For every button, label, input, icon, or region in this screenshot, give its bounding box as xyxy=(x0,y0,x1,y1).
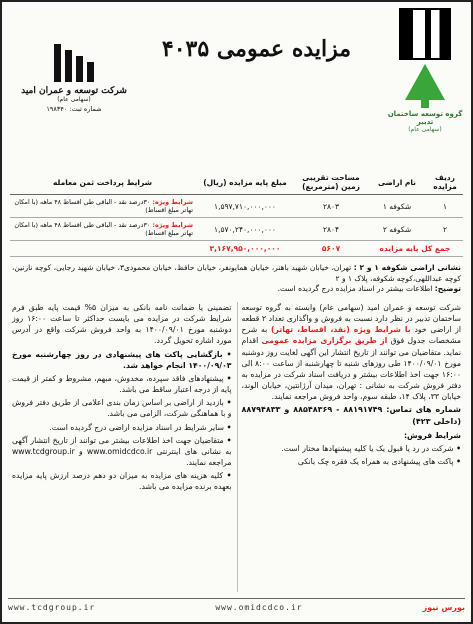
right-logo xyxy=(385,8,465,133)
left-column xyxy=(12,302,232,596)
footer xyxy=(8,598,465,616)
address-text: تهران، خیابان شهید باهنر، خیابان همایونفر، خیابان حافظ، خیابان محمودی۳، خیابان شهید رجایی، کوچه نازنین، کوچه عبداللهی،کوچه شکوفه، پلاک ۱ و ۲ xyxy=(12,263,461,283)
condition-item: • کلیه هزینه های مزایده به میزان دو دهم درصد ارزش پایه مزایده بعهده برنده مزایده می باشد. xyxy=(12,470,232,492)
left-company-name: شرکت توسعه و عمران امید xyxy=(21,86,127,96)
base-price: ۱,۵۷۰,۲۴۰,۰۰۰,۰۰۰ xyxy=(195,218,295,241)
land-name: شکوفه ۱ xyxy=(367,195,427,218)
col-area: مساحت تقریبی زمین (مترمربع) xyxy=(295,170,367,195)
intro-paragraph: شرکت توسعه و عمران امید (سهامی عام) وابسته به گروه توسعه ساختمان تدبیر در نظر دارد نسبت به فروش و واگذاری تعداد ۲ قطعه از اراضی خود با شرایط ویژه (نقد، اقساط، تهاتر) به شرح مشخصات جدول فوق از طریق برگزاری مزایده عمومی اقدام نماید. متقاضیان می توانند از تاریخ انتشار این آگهی لغایت روز دوشنبه مورخ ۱۴۰۰/۰۹/۰۱ طی روزهای شنبه تا چهارشنبه از ساعت ۸:۰۰ الی ۱۶:۰۰ جهت اخذ اطلاعات بیشتر و دریافت اسناد شرکت در مزایده به دفتر فروش شرکت به نشانی : تهران، میدان آرژانتین، خیابان الوند، خیابان ۳۳، پلاک ۱۴، طبقه سوم، واحد فروش مراجعه نمایند. xyxy=(241,303,462,402)
website-link[interactable]: www.tcdgroup.ir xyxy=(8,603,96,612)
row-number: ۱ xyxy=(427,195,463,218)
right-company-name: گروه توسعه ساختمان xyxy=(387,110,463,118)
base-price: ۱,۵۹۷,۷۱۰,۰۰۰,۰۰۰ xyxy=(195,195,295,218)
qr-code-icon xyxy=(399,8,451,60)
address-block xyxy=(12,263,461,295)
header xyxy=(8,8,465,160)
phone-numbers: ۸۸۱۹۱۷۴۹ - ۸۸۵۴۸۳۶۹ و ۸۸۷۹۴۸۳۳ (داخلی ۴۲۳) xyxy=(241,405,461,426)
right-column xyxy=(242,302,462,596)
condition-text: ۳۰درصد نقد - الباقی طی اقساط ۴۸ ماهه (با امکان تهاتر مبلغ اقساط) xyxy=(14,221,193,237)
land-area: ۲۸۰۴ xyxy=(295,218,367,241)
phone-block xyxy=(242,404,462,427)
col-row: ردیف مزایده xyxy=(427,170,463,195)
note-text: اطلاعات بیشتر در اسناد مزایده درج گردیده است. xyxy=(277,284,433,293)
right-company-sub: (سهامی عام) xyxy=(408,126,442,133)
land-area: ۲۸۰۳ xyxy=(295,195,367,218)
payment-conditions xyxy=(10,195,195,218)
row-number: ۲ xyxy=(427,218,463,241)
payment-conditions xyxy=(10,218,195,241)
condition-item: • بازگشایی پاکت های پیشنهادی در روز چهارشنبه مورخ ۱۴۰۰/۰۹/۰۳ انجام خواهد شد. xyxy=(12,349,232,371)
condition-label: شرایط ویژه: xyxy=(152,221,193,229)
total-price: ۳,۱۶۷,۹۵۰,۰۰۰,۰۰۰ xyxy=(195,241,295,257)
auction-table xyxy=(10,170,463,257)
land-name: شکوفه ۲ xyxy=(367,218,427,241)
phone-label: شماره های تماس: xyxy=(386,405,462,415)
bars-logo-icon xyxy=(14,44,134,82)
tree-logo-icon xyxy=(396,64,454,108)
left-company-sub: (سهامی عام) xyxy=(57,96,91,103)
condition-item: • شرکت در رد یا قبول یک یا کلیه پیشنهادها مختار است. xyxy=(242,443,462,454)
condition-item: • پیشنهادهای فاقد سپرده، مخدوش، مبهم، مشروط و کمتر از قیمت پایه از درجه اعتبار ساقط می باشد. xyxy=(12,373,232,395)
total-row xyxy=(10,241,463,257)
total-area: ۵۶۰۷ xyxy=(295,241,367,257)
right-company-brand: تدبیر xyxy=(416,118,434,126)
registration-number: شماره ثبت: ۱۹۸۳۴۰ xyxy=(46,105,102,113)
conditions-title: شرایط فروش: xyxy=(403,430,461,440)
table-header-row xyxy=(10,170,463,195)
address-label: نشانی اراضی شکوفه ۱ و ۲ : xyxy=(353,263,461,272)
condition-item: • بازدید از اراضی بر اساس زمان بندی اعلامی از طریق دفتر فروش و با هماهنگی شرکت، الزامی می باشد. xyxy=(12,397,232,419)
guarantee-paragraph: تضمینی یا ضمانت نامه بانکی به میزان ۵% قیمت پایه طبق فرم شرایط شرکت در مزایده می بایست حداکثر تا ساعت ۱۶:۰۰ روز دوشنبه مورخ ۱۴۰۰/۰۹/۰۱ به واحد فروش شرکت واقع در آدرس مورد اشاره تحویل گردد. xyxy=(12,303,232,346)
col-conditions: شرایط پرداخت ثمن معامله xyxy=(10,170,195,195)
col-price: مبلغ پایه مزایده (ریال) xyxy=(195,170,295,195)
condition-item: • پاکت های پیشنهادی به همراه یک فقره چک بانکی xyxy=(242,456,462,467)
body-columns xyxy=(12,302,461,596)
condition-item: • سایر شرایط در اسناد مزایده اراضی درج گردیده است. xyxy=(12,422,232,433)
website-link[interactable]: www.omidcdco.ir xyxy=(215,603,303,612)
condition-item: • متقاضیان جهت اخذ اطلاعات بیشتر می توانند از تاریخ انتشار آگهی به نشانی های اینترنتی www.omidcdco.ir و www.tcdgroup.ir مراجعه نمایند. xyxy=(12,435,232,468)
table-row xyxy=(10,195,463,218)
condition-label: شرایط ویژه: xyxy=(152,198,193,206)
total-label: جمع کل پایه مزایده xyxy=(367,241,463,257)
note-label: توضیح: xyxy=(434,284,461,293)
condition-text: ۳۰درصد نقد - الباقی طی اقساط ۴۸ ماهه (با امکان تهاتر مبلغ اقساط) xyxy=(14,198,193,214)
col-name: نام اراضی xyxy=(367,170,427,195)
page-title: مزایده عمومی ۴۰۳۵ xyxy=(161,36,352,62)
table-row xyxy=(10,218,463,241)
source-badge: بورس نیوز xyxy=(422,603,465,612)
left-logo xyxy=(14,44,134,113)
